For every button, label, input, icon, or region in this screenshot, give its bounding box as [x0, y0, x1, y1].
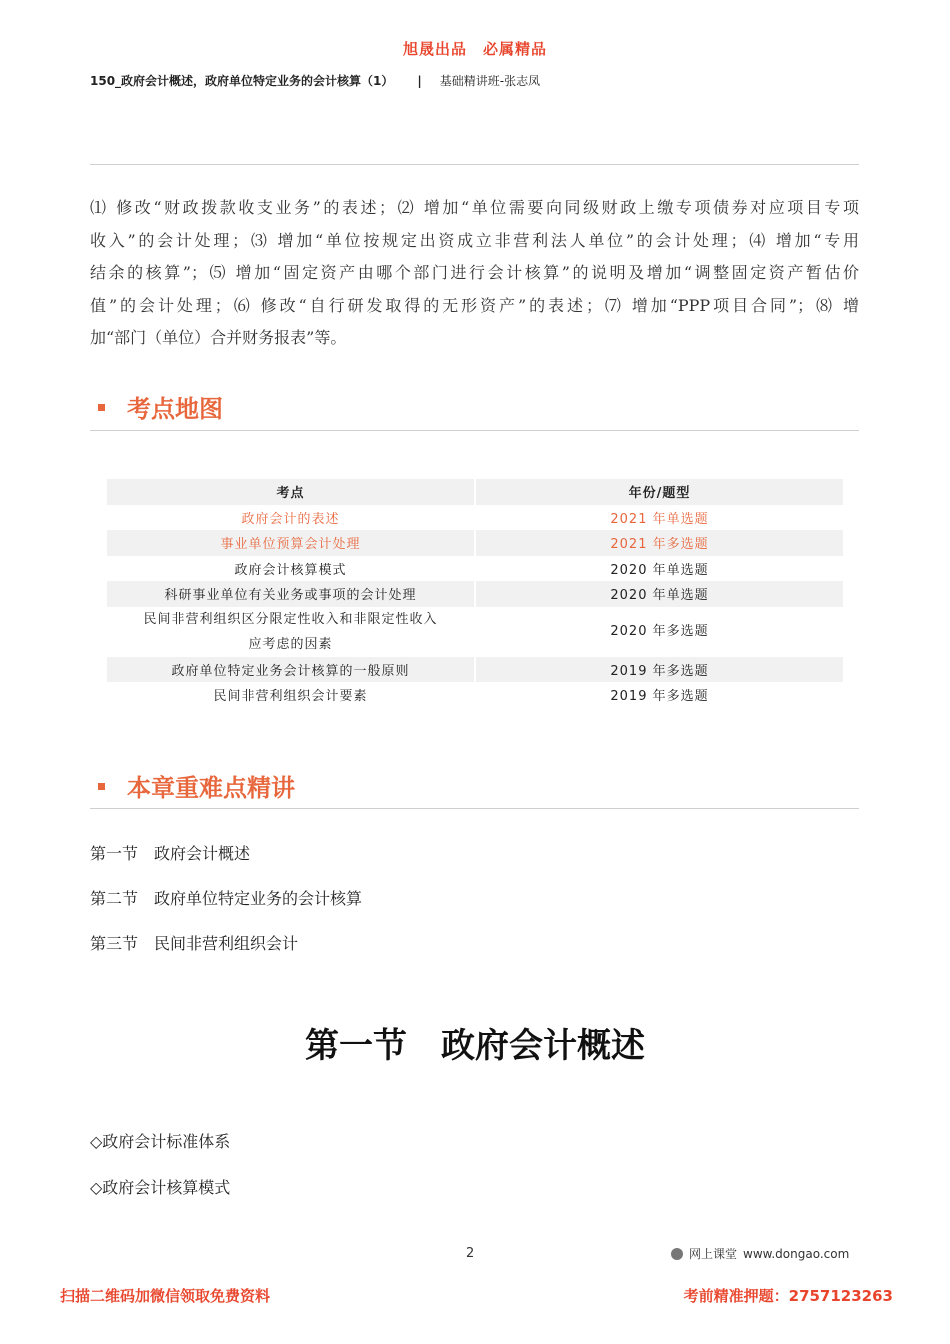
table-cell-topic: 事业单位预算会计处理: [107, 530, 475, 556]
intro-line: ⑴ 修改“财政拨款收支业务”的表述；⑵ 增加“单位需要向同级财政上缴专项债券对应项目专项: [90, 198, 859, 217]
header-course: 基础精讲班-张志凤: [439, 74, 541, 88]
intro-line: 结余的核算”；⑸ 增加“固定资产由哪个部门进行会计核算”的说明及增加“调整固定资产暂估价: [90, 263, 859, 282]
table-header-cell: 年份/题型: [475, 479, 843, 505]
header-separator: |: [417, 74, 422, 88]
brand-logo: [671, 1245, 849, 1262]
table-row: [107, 657, 843, 683]
table-cell-year: 2020 年单选题: [610, 562, 709, 578]
table-row: [107, 581, 843, 607]
table-cell-topic: 民间非营利组织会计要素: [107, 682, 475, 708]
brand-name: 网上课堂: [689, 1247, 738, 1261]
toc-item: 第一节 政府会计概述: [90, 844, 251, 863]
table-cell-topic-line: 应考虑的因素: [248, 636, 333, 652]
table-cell-topic: 政府单位特定业务会计核算的一般原则: [107, 657, 475, 683]
table-cell-year: 2020 年多选题: [610, 624, 709, 639]
table-cell-topic-line: 民间非营利组织区分限定性收入和非限定性收入: [143, 611, 438, 627]
table-row: [107, 505, 843, 531]
list-item: ◇政府会计标准体系: [90, 1132, 231, 1151]
intro-line: 加“部门（单位）合并财务报表”等。: [90, 328, 347, 347]
table-cell-topic: 政府会计核算模式: [107, 556, 475, 582]
dongao-logo-icon: [671, 1248, 683, 1260]
table-cell-topic: 科研事业单位有关业务或事项的会计处理: [107, 581, 475, 607]
brand-url: www.dongao.com: [743, 1247, 850, 1261]
section-heading-text: 考点地图: [127, 394, 223, 423]
document-header: [90, 72, 540, 89]
header-title: 150_政府会计概述，政府单位特定业务的会计核算（1）: [90, 74, 394, 88]
toc-item: 第二节 政府单位特定业务的会计核算: [90, 889, 363, 908]
chapter-title: 第一节 政府会计概述: [305, 1026, 645, 1066]
footer-promo-left: 扫描二维码加微信领取免费资料: [60, 1287, 271, 1305]
page-number: 2: [466, 1246, 475, 1261]
intro-line: 值”的会计处理；⑹ 修改“自行研发取得的无形资产”的表述；⑺ 增加“PPP项目合同”；⑻ 增: [90, 295, 859, 315]
section-heading-key: [98, 768, 295, 803]
intro-paragraph: [90, 192, 859, 355]
table-header-row: [107, 479, 843, 505]
table-header-cell: 考点: [107, 479, 475, 505]
list-item: ◇政府会计核算模式: [90, 1178, 231, 1197]
section-heading-text: 本章重难点精讲: [127, 773, 295, 802]
top-banner: 旭晟出品 必属精品: [402, 40, 547, 58]
toc-item: 第三节 民间非营利组织会计: [90, 934, 299, 953]
table-row: [107, 682, 843, 708]
table-row: [107, 530, 843, 556]
table-row: [107, 556, 843, 582]
table-cell-topic: 政府会计的表述: [107, 505, 475, 531]
intro-line: 收入”的会计处理；⑶ 增加“单位按规定出资成立非营利法人单位”的会计处理；⑷ 增加“专用: [90, 230, 859, 250]
table-cell-year: 2021 年单选题: [610, 511, 709, 527]
square-bullet-icon: [98, 404, 105, 411]
section-heading-map: [98, 389, 223, 424]
square-bullet-icon: [98, 783, 105, 790]
header-divider: [90, 164, 859, 165]
table-cell-year: 2021 年多选题: [475, 530, 843, 556]
table-cell-year: 2019 年多选题: [475, 657, 843, 683]
footer-promo-right: 考前精准押题：2757123263: [683, 1287, 893, 1305]
table-cell-year: 2019 年多选题: [610, 689, 709, 705]
exam-topic-table: [107, 479, 843, 708]
section-divider: [90, 430, 859, 431]
section-divider: [90, 808, 859, 809]
table-cell-year: 2020 年单选题: [475, 581, 843, 607]
table-row: [107, 607, 843, 657]
table-cell-topic: [107, 607, 475, 657]
